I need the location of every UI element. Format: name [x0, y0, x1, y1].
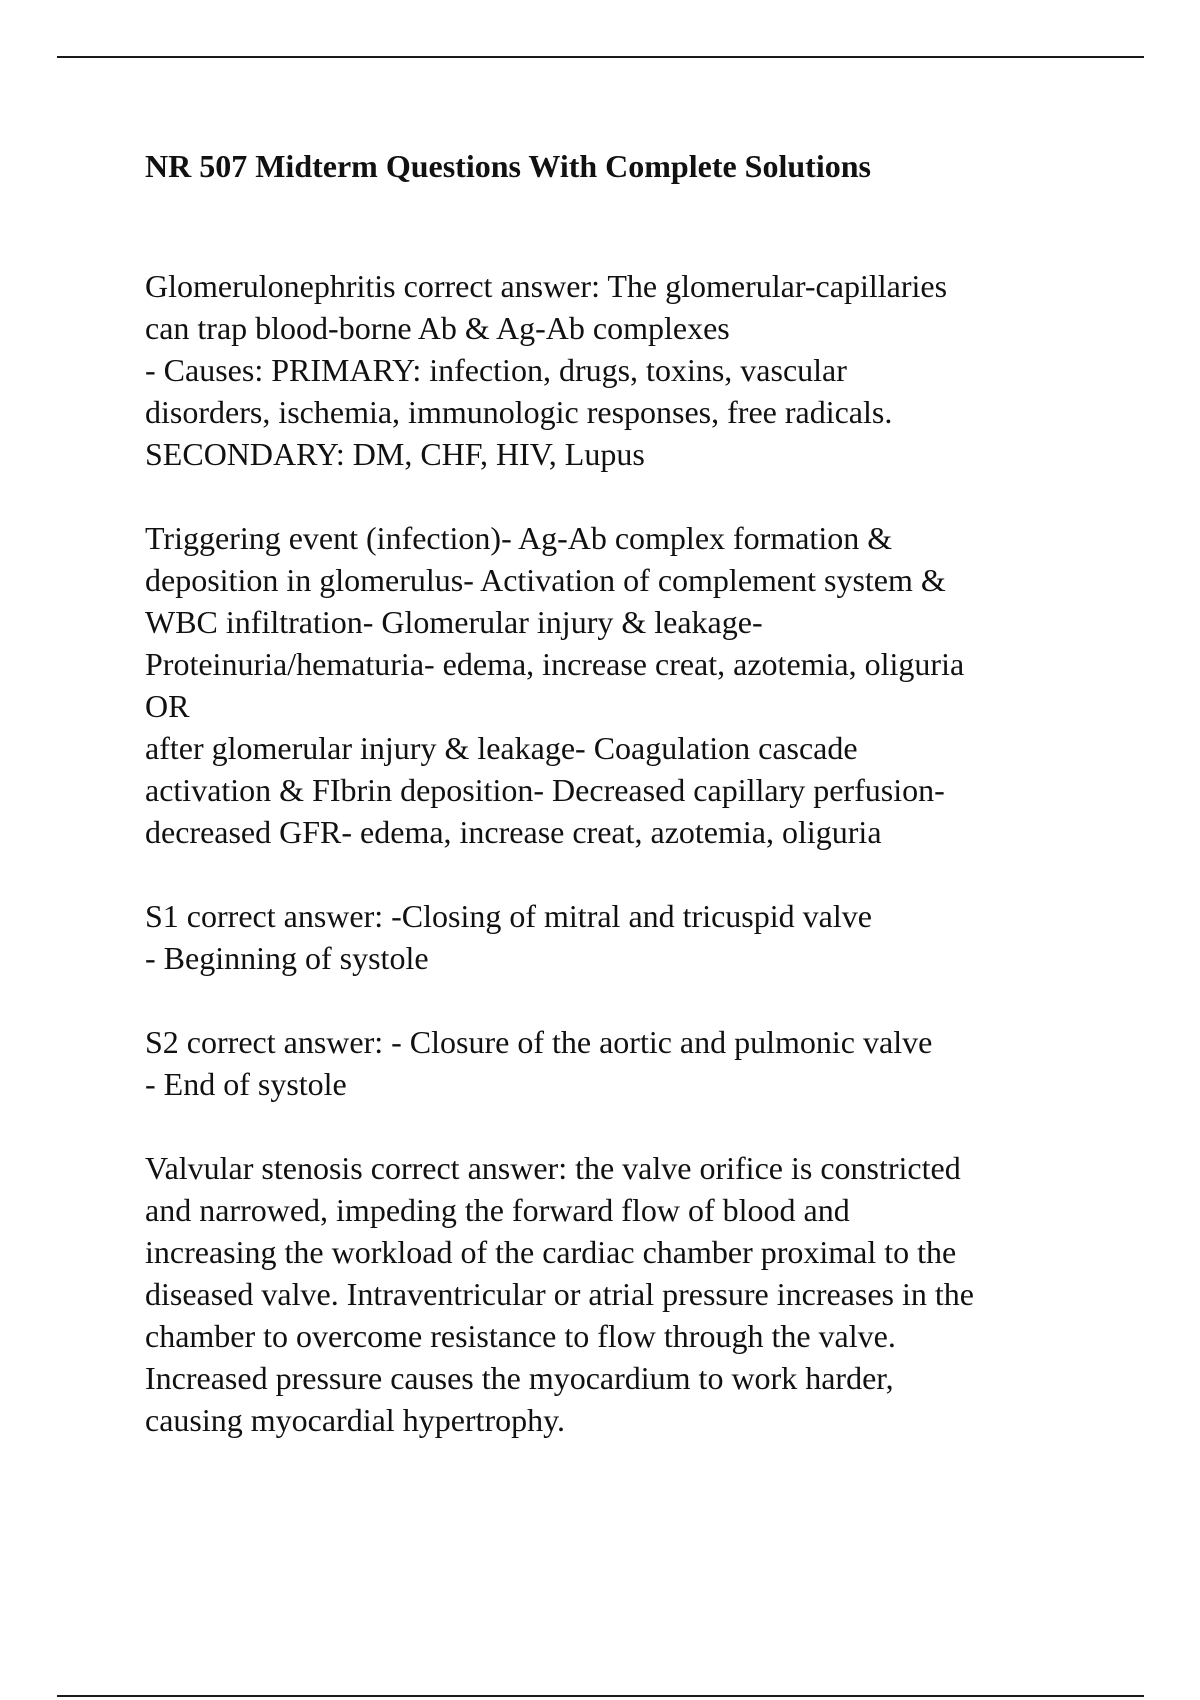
- entry-line: decreased GFR- edema, increase creat, azotemia, oliguria: [145, 814, 882, 850]
- qa-entry-pathway: [145, 517, 1145, 853]
- entry-line: Triggering event (infection)- Ag-Ab complex formation &: [145, 520, 893, 556]
- entry-line: WBC infiltration- Glomerular injury & leakage-: [145, 604, 763, 640]
- entry-line: disorders, ischemia, immunologic responses, free radicals.: [145, 394, 893, 430]
- entry-line: can trap blood-borne Ab & Ag-Ab complexes: [145, 310, 730, 346]
- top-divider: [57, 56, 1144, 58]
- qa-entry-s2: [145, 1021, 1145, 1105]
- entry-line: chamber to overcome resistance to flow through the valve.: [145, 1318, 896, 1354]
- entry-line: Glomerulonephritis correct answer: The glomerular-capillaries: [145, 268, 948, 304]
- qa-entry-valvular-stenosis: [145, 1147, 1145, 1441]
- entry-line: S1 correct answer: -Closing of mitral and tricuspid valve: [145, 898, 872, 934]
- entry-line: S2 correct answer: - Closure of the aortic and pulmonic valve: [145, 1024, 933, 1060]
- entry-line: causing myocardial hypertrophy.: [145, 1402, 566, 1438]
- document-title: NR 507 Midterm Questions With Complete Solutions: [145, 148, 871, 184]
- entry-line: OR: [145, 688, 190, 724]
- qa-entry-s1: [145, 895, 1145, 979]
- entry-line: activation & FIbrin deposition- Decreased capillary perfusion-: [145, 772, 945, 808]
- entry-line: Proteinuria/hematuria- edema, increase creat, azotemia, oliguria: [145, 646, 965, 682]
- entry-line: increasing the workload of the cardiac chamber proximal to the: [145, 1234, 957, 1270]
- entry-line: SECONDARY: DM, CHF, HIV, Lupus: [145, 436, 645, 472]
- entry-line: Increased pressure causes the myocardium to work harder,: [145, 1360, 894, 1396]
- entry-line: - Beginning of systole: [145, 940, 429, 976]
- entry-line: - Causes: PRIMARY: infection, drugs, toxins, vascular: [145, 352, 847, 388]
- entry-line: - End of systole: [145, 1066, 347, 1102]
- entry-line: and narrowed, impeding the forward flow of blood and: [145, 1192, 850, 1228]
- entry-line: Valvular stenosis correct answer: the valve orifice is constricted: [145, 1150, 961, 1186]
- entry-line: diseased valve. Intraventricular or atrial pressure increases in the: [145, 1276, 974, 1312]
- entry-line: deposition in glomerulus- Activation of complement system &: [145, 562, 946, 598]
- bottom-divider: [57, 1695, 1144, 1697]
- qa-entry-glomerulonephritis: [145, 265, 1145, 475]
- entry-line: after glomerular injury & leakage- Coagulation cascade: [145, 730, 858, 766]
- document-body: [145, 144, 1145, 1441]
